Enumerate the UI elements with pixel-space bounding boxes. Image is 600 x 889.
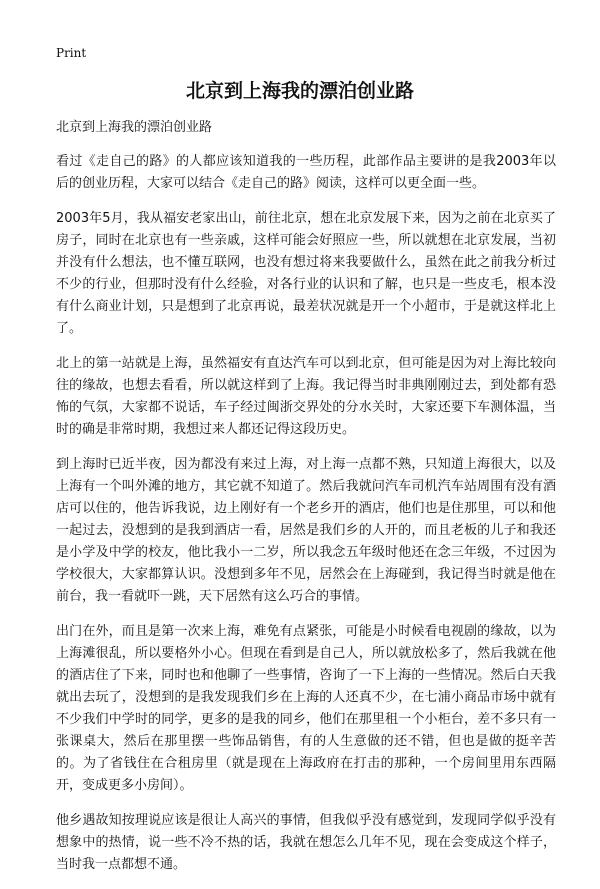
page-title: 北京到上海我的漂泊创业路 xyxy=(185,80,414,102)
paragraph-5: 出门在外，而且是第一次来上海，难免有点紧张，可能是小时候看电视剧的缘故，以为上海滩很乱，所以要格外小心。但现在看到是自己人，所以就放松多了，然后我就在他的酒店住了下来，同时也和他聊了一些事情，咨询了一下上海的一些情况。然后白天我就出去玩了，没想到的是我发现我们乡在上海的人还真不少，在七浦小商品市场中就有不少我们中学时的同学，更多的是我的同乡，他们在那里租一个小柜台，差不多只有一张课桌大，然后在那里摆一些饰品销售，有的人生意做的还不错，但也是做的挺辛苦的。为了省钱住在合租房里（就是现在上海政府在打击的那种，一个房间里用东西隔开，变成更多小房间）。 xyxy=(56,624,556,793)
paragraph-6: 他乡遇故知按理说应该是很让人高兴的事情，但我似乎没有感觉到，发现同学似乎没有想象中的热情，说一些不冷不热的话，我就在想怎么几年不见，现在会变成这个样子，当时我一点都想不通。 xyxy=(56,813,556,872)
print-link[interactable]: Print xyxy=(56,46,87,60)
paragraph-2: 2003年5月，我从福安老家出山，前往北京，想在北京发展下来，因为之前在北京买了房子，同时在北京也有一些亲戚，这样可能会好照应一些，所以就想在北京发展，当初并没有什么想法，也不懂互联网，也没有想过将来我要做什么，虽然在此之前我分析过不少的行业，但那时没有什么经验，对各行业的认识和了解，也只是一些皮毛，根本没有什么商业计划，只是想到了北京再说，最差状况就是开一个小超市，于是就这样北上了。 xyxy=(56,211,556,336)
article-body xyxy=(56,117,556,889)
article-subtitle: 北京到上海我的漂泊创业路 xyxy=(56,120,213,135)
paragraph-1: 看过《走自己的路》的人都应该知道我的一些历程，此部作品主要讲的是我2003年以后的创业历程，大家可以结合《走自己的路》阅读，这样可以更全面一些。 xyxy=(56,154,556,191)
paragraph-4: 到上海时已近半夜，因为都没有来过上海，对上海一点都不熟，只知道上海很大，以及上海有一个叫外滩的地方，其它就不知道了。然后我就问汽车司机汽车站周围有没有酒店可以住的，他告诉我说，边上刚好有一个老乡开的酒店，他们也是住那里，可以和他一起过去，没想到的是我到酒店一看，居然是我们乡的人开的，而且老板的儿子和我还是小学及中学的校友，他比我小一二岁，所以我念五年级时他还在念三年级，不过因为学校很大，大家都算认识。没想到多年不见，居然会在上海碰到，我记得当时就是他在前台，我一看就吓一跳，天下居然有这么巧合的事情。 xyxy=(56,457,556,604)
paragraph-3: 北上的第一站就是上海，虽然福安有直达汽车可以到北京，但可能是因为对上海比较向往的缘故，也想去看看，所以就这样到了上海。我记得当时非典刚刚过去，到处都有恐怖的气氛，大家都不说话，车子经过闽浙交界处的分水关时，大家还要下车测体温，当时的确是非常时期，我想过来人都还记得这段历史。 xyxy=(56,356,556,437)
